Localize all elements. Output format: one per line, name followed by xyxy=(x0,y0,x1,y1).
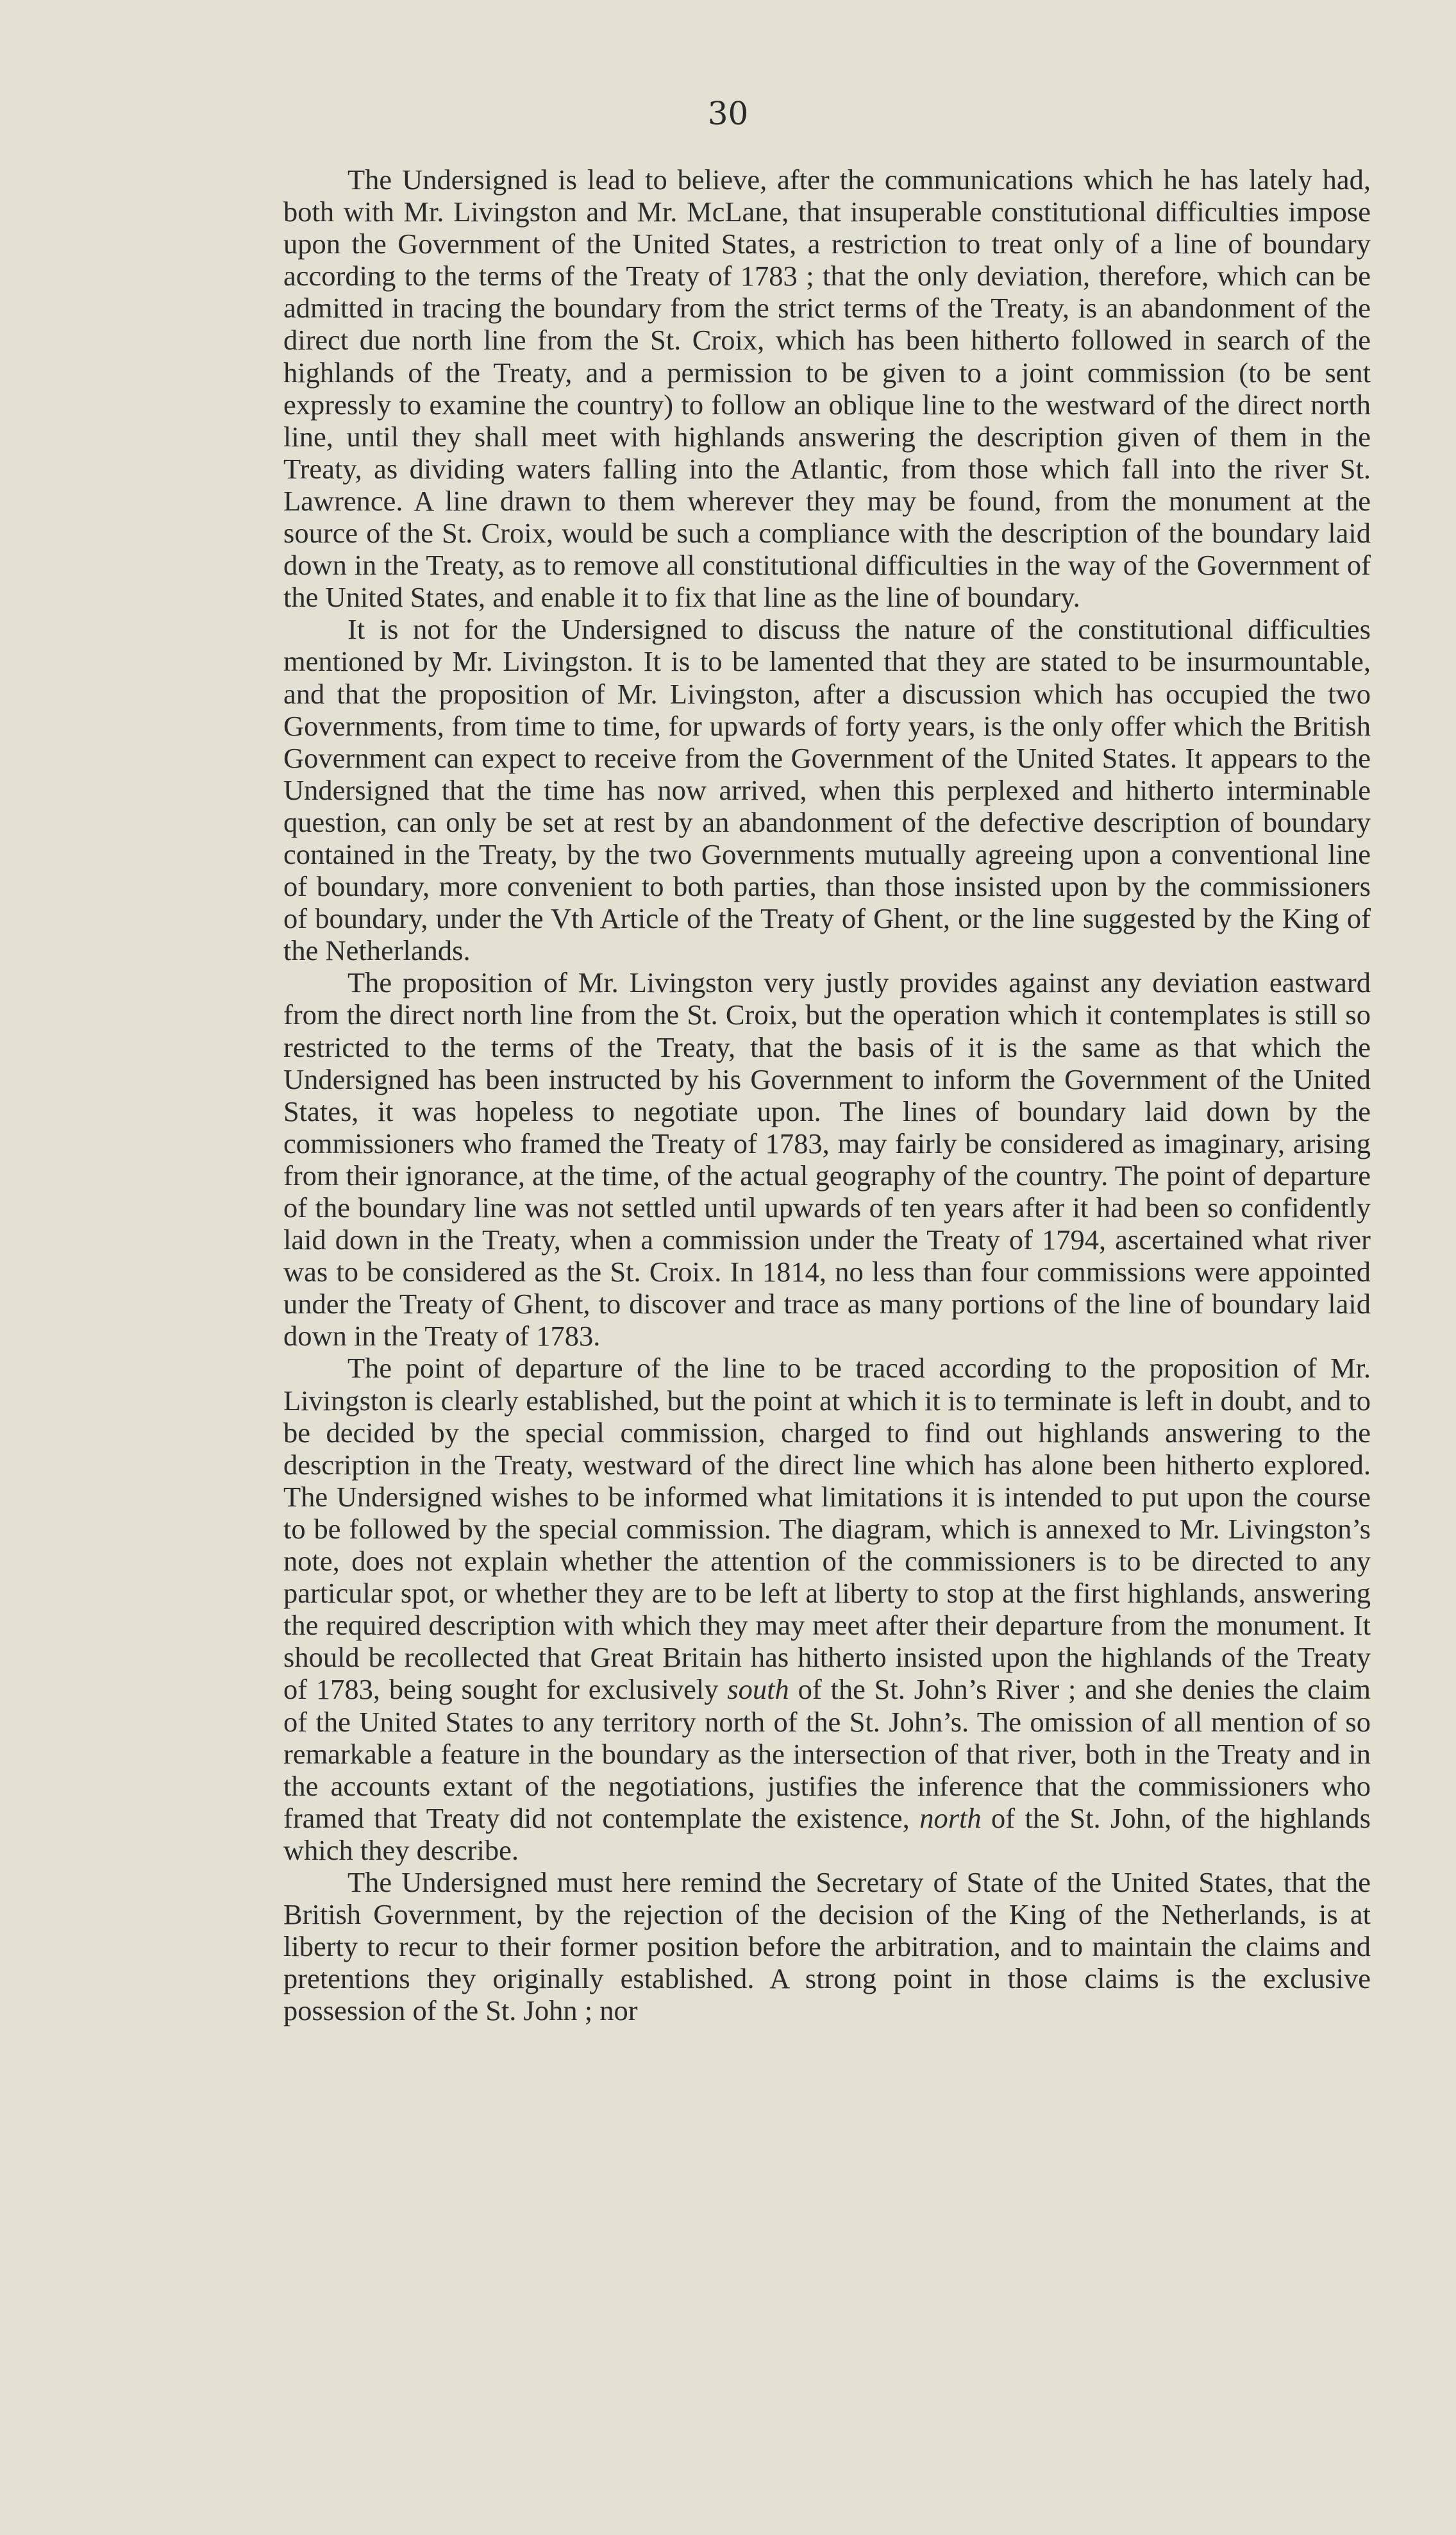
paragraph-4-text-a: The point of departure of the line to be traced according to the proposition of Mr. Livingston is clearly established, but the point at which it is to terminate is left in doubt, and to be decided by the special commission, charged to find out highlands answering to the description in the Treaty, westward of the direct line which has alone been hitherto explored. The Undersigned wishes to be informed what limitations it is intended to put upon the course to be followed by the special commission. The diagram, which is annexed to Mr. Livingston’s note, does not explain whether the attention of the commissioners is to be directed to any particular spot, or whether they are to be left at liberty to stop at the first highlands, answering the required description with which they may meet after their departure from the monument. It should be recollected that Great Britain has hitherto insisted upon the highlands of the Treaty of 1783, being sought for exclusively xyxy=(283,1352,1371,1706)
paragraph-4-italic-south: south xyxy=(727,1673,789,1706)
page-number: 30 xyxy=(707,95,749,132)
paragraph-4-text-b: of the St. John’s River ; and she denies the claim of the United States to any territory north of the St. John’s. The omission of all mention of so remarkable a feature in the boundary as the intersection of that river, both in the Treaty and in the accounts extant of the negotiations, justifies the inference that the commissioners who framed that Treaty did not contemplate the existence, xyxy=(283,1673,1371,1834)
paragraph-1: The Undersigned is lead to believe, after the communications which he has lately had, both with Mr. Livingston and Mr. McLane, that insuperable constitutional difficulties impose upon the Government of the United States, a restriction to treat only of a line of boundary according to the terms of the Treaty of 1783 ; that the only deviation, therefore, which can be admitted in tracing the boundary from the strict terms of the Treaty, is an abandonment of the direct due north line from the St. Croix, which has been hitherto followed in search of the highlands of the Treaty, and a permission to be given to a joint commission (to be sent expressly to examine the country) to follow an oblique line to the westward of the direct north line, until they shall meet with highlands answering the description given of them in the Treaty, as dividing waters falling into the Atlantic, from those which fall into the river St. Lawrence. A line drawn to them wherever they may be found, from the monument at the source of the St. Croix, would be such a compliance with the description of the boundary laid down in the Treaty, as to remove all constitutional difficulties in the way of the Government of the United States, and enable it to fix that line as the line of boundary. xyxy=(283,164,1371,614)
paragraph-4-text-c: of the St. John, of the highlands which they describe. xyxy=(283,1801,1371,1866)
paragraph-4 xyxy=(283,1352,1371,1866)
paragraph-4-italic-north: north xyxy=(919,1801,982,1834)
paragraph-5: The Undersigned must here remind the Secretary of State of the United States, that the British Government, by the rejection of the decision of the King of the Netherlands, is at liberty to recur to their former position before the arbitration, and to maintain the claims and pretentions they originally established. A strong point in those claims is the exclusive possession of the St. John ; nor xyxy=(283,1865,1371,2027)
document-body xyxy=(283,164,1371,2026)
paragraph-2: It is not for the Undersigned to discuss the nature of the constitutional difficulties mentioned by Mr. Livingston. It is to be lamented that they are stated to be insurmountable, and that the proposition of Mr. Livingston, after a discussion which has occupied the two Governments, from time to time, for upwards of forty years, is the only offer which the British Government can expect to receive from the Government of the United States. It appears to the Undersigned that the time has now arrived, when this perplexed and hitherto interminable question, can only be set at rest by an abandonment of the defective description of boundary contained in the Treaty, by the two Governments mutually agreeing upon a conventional line of boundary, more convenient to both parties, than those insisted upon by the commissioners of boundary, under the Vth Article of the Treaty of Ghent, or the line suggested by the King of the Netherlands. xyxy=(283,613,1371,967)
paragraph-3: The proposition of Mr. Livingston very justly provides against any deviation eastward from the direct north line from the St. Croix, but the operation which it contemplates is still so restricted to the terms of the Treaty, that the basis of it is the same as that which the Undersigned has been instructed by his Government to inform the Government of the United States, it was hopeless to negotiate upon. The lines of boundary laid down by the commissioners who framed the Treaty of 1783, may fairly be considered as imaginary, arising from their ignorance, at the time, of the actual geography of the country. The point of departure of the boundary line was not settled until upwards of ten years after it had been so confidently laid down in the Treaty, when a commission under the Treaty of 1794, ascertained what river was to be considered as the St. Croix. In 1814, no less than four commissions were appointed under the Treaty of Ghent, to discover and trace as many portions of the line of boundary laid down in the Treaty of 1783. xyxy=(283,966,1371,1352)
